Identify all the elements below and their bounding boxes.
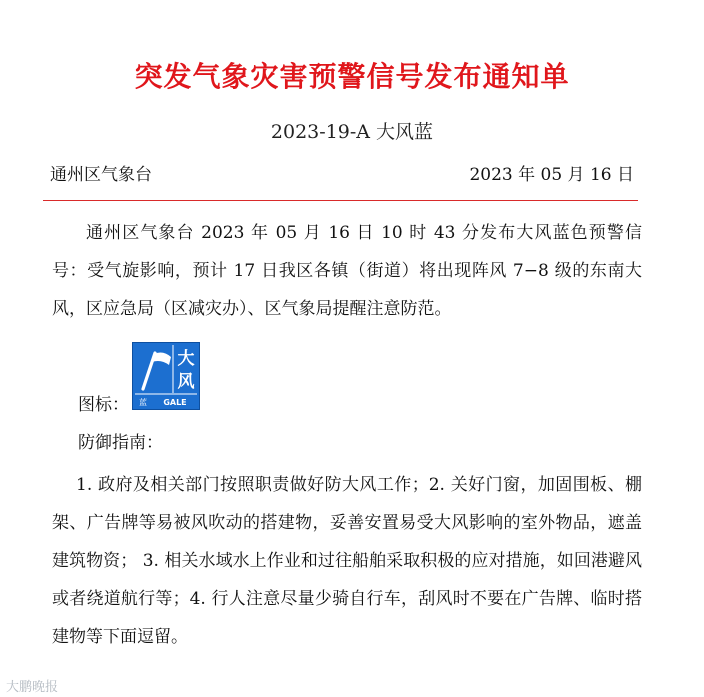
signal-english: GALE bbox=[163, 398, 187, 407]
flag-icon bbox=[133, 343, 199, 409]
gale-blue-signal-icon bbox=[132, 342, 200, 410]
document-number: 2023-19-A 大风蓝 bbox=[270, 121, 434, 143]
icon-label: 图标： bbox=[78, 395, 129, 415]
issue-date: 2023 年 05 月 16 日 bbox=[469, 165, 634, 185]
signal-char-feng: 风 bbox=[177, 372, 195, 392]
announcement-paragraph: 通州区气象台 2023 年 05 月 16 日 10 时 43 分发布大风蓝色预警信号：受气旋影响，预计 17 日我区各镇（街道）将出现阵风 7−8 级的东南大风，区应急局（区减灾办）、区气象局提醒注意防范。 bbox=[52, 223, 642, 319]
red-divider bbox=[43, 200, 638, 201]
issuer: 通州区气象台 bbox=[50, 165, 152, 185]
signal-char-da: 大 bbox=[177, 349, 195, 369]
watermark: 大鹏晚报 bbox=[6, 680, 59, 695]
document-title: 突发气象灾害预警信号发布通知单 bbox=[134, 60, 570, 93]
signal-char-lan: 蓝 bbox=[139, 398, 147, 407]
defense-guide-paragraph: 1. 政府及相关部门按照职责做好防大风工作；2. 关好门窗，加固围板、棚架、广告牌等易被风吹动的搭建物，妥善安置易受大风影响的室外物品，遮盖建筑物资； 3. 相关水域水上作业和过往船舶采取积极的应对措施，如回港避风或者绕道航行等；4. 行人注意尽量少骑自行车，刮风时不要在广告牌、临时搭建物等下面逗留。 bbox=[52, 475, 642, 647]
defense-guide-label: 防御指南： bbox=[78, 433, 163, 453]
